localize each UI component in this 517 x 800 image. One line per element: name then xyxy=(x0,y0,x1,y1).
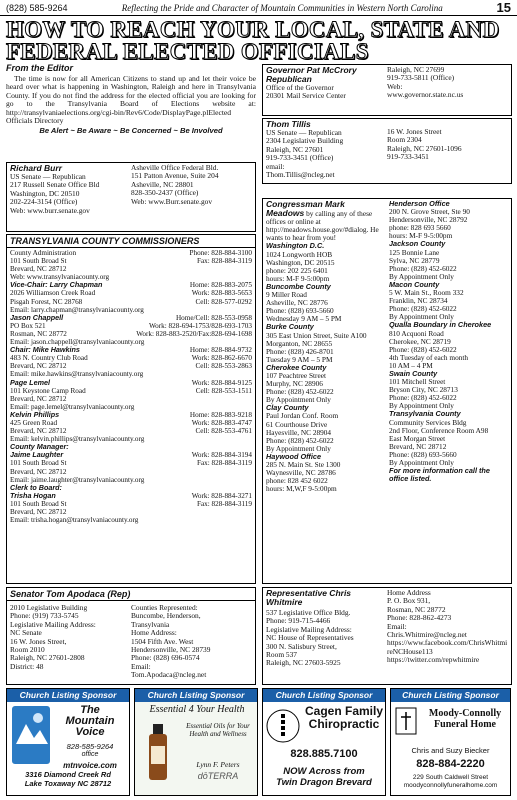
burr-line: Asheville Office Federal Bld. xyxy=(131,163,219,172)
commissioner-line xyxy=(10,289,252,297)
apodaca-line: District: 48 xyxy=(10,661,44,671)
commissioner-line xyxy=(10,265,252,273)
health-person: Lynn F. Peters xyxy=(196,760,240,769)
tillis-line: email: xyxy=(266,161,285,171)
commissioner-line-left: Brevard, NC 28712 xyxy=(10,467,67,476)
commissioner-line-left: Kelvin Phillips xyxy=(10,409,60,419)
commissioner-line-left: Clerk to Board: xyxy=(10,482,62,492)
commissioner-line-right: Home: 828-884-9732 xyxy=(189,346,252,355)
commissioner-line xyxy=(10,427,252,435)
tillis-line: US Senate — Republican xyxy=(266,128,342,137)
commissioner-line-left: 101 South Broad St xyxy=(10,499,67,508)
whitmire-line: Home Address xyxy=(387,588,431,597)
commissioner-line xyxy=(10,468,252,476)
meadows-office-heading: Macon County xyxy=(389,279,440,289)
oil-bottle-icon xyxy=(143,722,173,784)
apodaca-line: Transylvania xyxy=(131,619,170,629)
header-tagline: Reflecting the Pride and Character of Mountain Communities in Western North Carolina xyxy=(121,2,443,13)
burr-line: 828-350-2437 (Office) xyxy=(131,188,199,198)
sponsor-cagen-chiropractic[interactable] xyxy=(262,688,386,796)
meadows-office-line: Tuesday 9 AM – 5 PM xyxy=(266,354,333,364)
tillis-left xyxy=(266,120,387,179)
tillis-line: 919-733-3451 xyxy=(387,152,429,162)
commissioner-line-right: Work: 828-884-3194 xyxy=(191,451,252,460)
health-brand: dōTERRA xyxy=(197,771,239,781)
commissioner-line-left: Trisha Hogan xyxy=(10,490,56,500)
funeral-name1: Moody-Connolly xyxy=(428,708,502,719)
commissioner-line-right: Fax: 828-884-3119 xyxy=(196,459,252,468)
commissioner-contact-link[interactable]: Email: page.lemel@transylvaniacounty.org xyxy=(10,402,135,411)
apodaca-line: Raleigh, NC 27601-2808 xyxy=(10,653,85,663)
editor-text: The time is now for all American Citizens to stand up and let their voice be heard over what is happening in Washington, Raleigh and here in Transylvania County. If you do not find the address for the elected official you are looking for go to the Transylvania Board of Elections website at: http://transylvaniaelections.org/cgi-bin/Rev6/Code/DisplayPage.plElected Officials Directory xyxy=(6,73,256,125)
chiro-name2: Chiropractic xyxy=(308,717,380,731)
whitmire-line: Phone: 828-862-4273 xyxy=(387,613,452,623)
chiro-tag2: Twin Dragon Brevard xyxy=(276,777,372,788)
commissioner-line-right: Work: 828-884-3271 xyxy=(191,491,252,500)
meadows-office-line: 107 Peachtree Street xyxy=(266,370,326,380)
tillis-email-link[interactable]: Thom.Tillis@ncleg.net xyxy=(266,170,335,180)
commissioner-line-left: Brevard, NC 28712 xyxy=(10,265,67,274)
meadows-office-line: Phone: (828) 693-5660 xyxy=(389,449,457,459)
commissioners-list xyxy=(7,248,255,525)
commissioner-line-right: Work: 828-883-4747 xyxy=(191,418,252,427)
commissioner-line-left: 101 Keystone Camp Road xyxy=(10,386,86,395)
commissioner-line-left: 425 Green Road xyxy=(10,418,58,427)
meadows-office-line: Hayesville, NC 28904 xyxy=(266,427,332,437)
apodaca-heading: Senator Tom Apodaca (Rep) xyxy=(7,588,255,601)
meadows-office-line: Community Services Bldg xyxy=(389,417,467,427)
commissioner-contact-link[interactable]: Email: jaime.laughter@transylvaniacounty.org xyxy=(10,475,145,484)
commissioner-line-left: County Administration xyxy=(10,249,77,257)
commissioner-line-right: Home: 828-883-9218 xyxy=(189,410,252,419)
sponsor-moody-connolly[interactable] xyxy=(390,688,511,796)
apodaca-line: 1504 Fifth Ave. West xyxy=(131,636,194,646)
governor-line: www.governor.state.nc.us xyxy=(387,90,464,100)
whitmire-left-col xyxy=(266,589,387,668)
meadows-office-line: Murphy, NC 28906 xyxy=(266,379,323,389)
commissioner-line-right: Work: 828-694-1753/828-693-1703 xyxy=(148,321,252,330)
meadows-office-line: Phone: (828) 426-8701 xyxy=(266,346,334,356)
meadows-office-line: 61 Courthouse Drive xyxy=(266,419,328,429)
commissioner-line-left: Jason Chappell xyxy=(10,312,64,322)
commissioner-line-left: County Manager: xyxy=(10,442,69,452)
burr-box xyxy=(6,162,256,232)
commissioner-line xyxy=(10,281,252,289)
meadows-office-line: Cherokee, NC 28719 xyxy=(389,336,451,346)
funeral-owners: Chris and Suzy Biecker xyxy=(411,746,490,755)
governor-left xyxy=(266,66,387,101)
meadows-office-line: Phone: (828) 452-6022 xyxy=(389,304,457,314)
page-number: 15 xyxy=(496,0,511,15)
tillis-line: 2304 Legislative Building xyxy=(266,136,344,146)
meadows-office-line: 2nd Floor, Conference Room A98 xyxy=(389,425,489,435)
commissioner-line xyxy=(10,257,252,265)
tillis-box xyxy=(262,118,512,184)
meadows-office-line: 200 N. Grove Street, Ste 90 xyxy=(389,207,470,217)
meadows-office-line: Sylva, NC 28779 xyxy=(389,255,440,265)
apodaca-contact-link[interactable]: Tom.Apodaca@ncleg.net xyxy=(131,670,207,680)
tillis-line: 919-733-3451 (Office) xyxy=(266,153,334,163)
funeral-address: 229 South Caldwell Street xyxy=(412,774,489,781)
sponsor-label: Church Listing Sponsor xyxy=(7,689,129,702)
commissioner-line xyxy=(10,314,252,322)
tillis-line: Raleigh, NC 27601-1096 xyxy=(387,143,462,153)
whitmire-contact-link[interactable]: https://www.facebook.com/ChrisWhitmireNCHouse113 xyxy=(387,638,508,656)
voice-name: Mountain Voice xyxy=(65,715,115,738)
sponsor-essential-health[interactable] xyxy=(134,688,258,796)
commissioner-line-right: Work: 828-883-5653 xyxy=(191,289,252,298)
commissioner-line xyxy=(10,354,252,362)
commissioner-line-left: Pisgah Forest, NC 28768 xyxy=(10,297,83,306)
commissioner-contact-link[interactable]: Email: jason.chappell@transylvaniacounty.org xyxy=(10,338,145,347)
tillis-right xyxy=(387,120,508,179)
whitmire-line: Phone: 919-715-4466 xyxy=(266,616,331,626)
commissioner-line-left: Brevard, NC 28712 xyxy=(10,394,67,403)
meadows-office-heading: For more information call the office listed. xyxy=(389,466,490,484)
meadows-office-line: Phone: (828) 452-6022 xyxy=(389,393,457,403)
commissioner-line-left: Rosman, NC 28772 xyxy=(10,329,67,338)
whitmire-right xyxy=(387,589,508,668)
meadows-office-line: By Appointment Only xyxy=(266,443,331,453)
commissioner-line xyxy=(10,516,252,524)
burr-line: Asheville, NC 28801 xyxy=(131,179,194,189)
commissioner-line xyxy=(10,451,252,459)
meadows-office-heading: Henderson Office xyxy=(389,199,450,208)
commissioner-line xyxy=(10,249,252,257)
meadows-office-line: Phone: (828) 452-6022 xyxy=(266,435,334,445)
apodaca-line: Hendersonville, NC 28739 xyxy=(131,645,211,655)
commissioner-contact-link[interactable]: Web: www.transylvaniacounty.org xyxy=(10,273,110,282)
commissioner-line-left: Brevard, NC 28712 xyxy=(10,508,67,516)
burr-heading: Richard Burr xyxy=(10,163,62,173)
funeral-name2: Funeral Home xyxy=(434,719,496,730)
voice-the: The xyxy=(80,704,100,716)
sponsor-label: Church Listing Sponsor xyxy=(263,689,385,702)
commissioner-line-left: PO Box 521 xyxy=(10,321,46,330)
whitmire-line: NC House of Representatives xyxy=(266,633,354,643)
commissioner-line-right: Home/Cell: 828-553-0958 xyxy=(175,313,252,322)
commissioners-box xyxy=(6,234,256,584)
meadows-office-line: Bryson City, NC 28713 xyxy=(389,385,458,395)
apodaca-box xyxy=(6,587,256,685)
meadows-box xyxy=(262,198,512,584)
burr-web-link[interactable]: Web: www.burr.senate.gov xyxy=(10,205,90,215)
apodaca-line: 2010 Legislative Building xyxy=(10,603,88,612)
editor-note xyxy=(6,64,256,160)
meadows-office-heading: Burke County xyxy=(266,322,314,332)
commissioner-line-right: Cell: 828-577-0292 xyxy=(195,297,252,306)
meadows-office-line: Morganton, NC 28655 xyxy=(266,338,333,348)
meadows-office-heading: Jackson County xyxy=(389,239,446,249)
meadows-office-line: Phone: (828) 452-6022 xyxy=(389,344,457,354)
commissioner-line xyxy=(10,459,252,467)
commissioner-line-right: Fax: 828-884-3119 xyxy=(196,257,252,266)
apodaca-line: NC Senate xyxy=(10,628,42,638)
meadows-left-column xyxy=(266,200,389,493)
page-title: HOW TO REACH YOUR LOCAL, STATE AND FEDERAL ELECTED OFFICIALS xyxy=(6,17,500,64)
meadows-office-line: phone: 828 693 5660 xyxy=(389,223,451,233)
commissioner-line-right: Cell: 828-553-1511 xyxy=(195,386,252,395)
whitmire-box xyxy=(262,587,512,685)
meadows-office-line: Waynesville, NC 28786 xyxy=(266,468,336,478)
meadows-office-line: 5 W. Main St., Room 332 xyxy=(389,288,464,298)
burr-right xyxy=(131,164,252,215)
meadows-office-heading: Transylvania County xyxy=(389,409,461,419)
burr-line: 151 Patton Avenue, Suite 204 xyxy=(131,171,219,181)
meadows-office-line: East Morgan Street xyxy=(389,433,446,443)
commissioner-line-right: Work: 828-884-9125 xyxy=(191,378,252,387)
burr-web-link[interactable]: Web: www.Burr.senate.gov xyxy=(131,196,213,206)
apodaca-line: Legislative Mailing Address: xyxy=(10,619,96,629)
meadows-office-line: 9 Miller Road xyxy=(266,290,307,300)
meadows-intro xyxy=(266,200,385,242)
burr-line: Washington, DC 20510 xyxy=(10,188,80,198)
meadows-office-line: Hendersonville, NC 28792 xyxy=(389,215,468,225)
meadows-office-line: phone: 202 225 6401 xyxy=(266,265,328,275)
page-header xyxy=(0,0,517,16)
meadows-office-heading: Cherokee County xyxy=(266,362,327,372)
meadows-office-line: Asheville, NC 28776 xyxy=(266,298,328,308)
commissioner-line-right: Home: 828-883-2075 xyxy=(189,281,252,290)
voice-address1: 3316 Diamond Creek Rd xyxy=(25,770,111,779)
apodaca-line: Room 2010 xyxy=(10,645,45,655)
voice-address2: Lake Toxaway NC 28712 xyxy=(24,779,112,788)
commissioner-line-left: Vice-Chair: Larry Chapman xyxy=(10,280,103,290)
apodaca-line: Buncombe, Henderson, xyxy=(131,611,201,621)
apodaca-left xyxy=(10,604,131,680)
meadows-office-line: Paul Jordan Conf. Room xyxy=(266,411,339,421)
meadows-office-line: phone: 828 452 6022 xyxy=(266,476,328,486)
governor-line: 919-733-5811 (Office) xyxy=(387,73,455,83)
editor-alert: Be Alert ~ Be Aware ~ Be Concerned ~ Be Involved xyxy=(39,125,223,135)
commissioner-line-left: Chair: Mike Hawkins xyxy=(10,345,80,355)
meadows-office-line: 101 Mitchell Street xyxy=(389,377,446,387)
commissioner-line-right: Work: 828-862-6670 xyxy=(191,354,252,363)
meadows-heading: Congressman Mark Meadows xyxy=(266,199,345,219)
governor-line: Raleigh, NC 27699 xyxy=(387,65,445,74)
commissioner-line-left: Brevard, NC 28712 xyxy=(10,427,67,436)
commissioners-heading: TRANSYLVANIA COUNTY COMMISSIONERS xyxy=(7,235,255,248)
funeral-home-logo-icon xyxy=(394,706,418,736)
apodaca-line: Phone: (828) 696-0574 xyxy=(131,653,200,663)
governor-right xyxy=(387,66,508,101)
meadows-office-line: Washington, DC 20515 xyxy=(266,257,335,267)
commissioner-line xyxy=(10,330,252,338)
apodaca-line: Home Address: xyxy=(131,628,177,638)
commissioner-line xyxy=(10,419,252,427)
sponsor-label: Church Listing Sponsor xyxy=(135,689,257,702)
sponsor-mountain-voice[interactable] xyxy=(6,688,130,796)
editor-heading: From the Editor xyxy=(6,63,73,73)
meadows-office-line: Phone: (828) 452-6022 xyxy=(389,263,457,273)
commissioner-contact-link[interactable]: Email: mike.hawkins@transylvaniacounty.org xyxy=(10,370,144,379)
commissioner-contact-link[interactable]: Email: trisha.hogan@transylvaniacounty.org xyxy=(10,516,139,525)
governor-line: Web: xyxy=(387,81,403,91)
chiro-name1: Cagen Family xyxy=(304,704,384,718)
meadows-office-line: 125 Bonnie Lane xyxy=(389,247,440,257)
commissioner-line xyxy=(10,322,252,330)
apodaca-line: Phone: (919) 733-5745 xyxy=(10,611,79,621)
meadows-office-line: Franklin, NC 28734 xyxy=(389,296,448,306)
commissioner-line xyxy=(10,379,252,387)
commissioner-contact-link[interactable]: Email: larry.chapman@transylvaniacounty.org xyxy=(10,305,144,314)
commissioner-line-left: 2026 Williamson Creek Road xyxy=(10,289,96,298)
commissioner-line-right: Cell: 828-553-4761 xyxy=(195,427,252,436)
whitmire-line: Email: xyxy=(387,621,407,631)
sponsor-label: Church Listing Sponsor xyxy=(391,689,510,702)
meadows-office-line: hours: M-F 9-5:00pm xyxy=(389,231,453,241)
meadows-office-line: 285 N. Main St. Ste 1300 xyxy=(266,460,341,469)
header-phone: (828) 585-9264 xyxy=(6,2,68,13)
meadows-office-line: By Appointment Only xyxy=(266,395,331,405)
commissioner-line xyxy=(10,411,252,419)
whitmire-line: Raleigh, NC 27603-5925 xyxy=(266,658,341,668)
whitmire-line: P. O. Box 931, xyxy=(387,596,431,606)
meadows-office-line: By Appointment Only xyxy=(389,401,454,411)
meadows-intro-text: by calling any of these offices or online at http://meadows.house.gov/#dialog. He wants to hear from you! xyxy=(266,209,379,243)
health-sub2: Health and Wellness xyxy=(189,730,247,738)
whitmire-contact-link[interactable]: https://twitter.com/repwhitmire xyxy=(387,655,480,665)
commissioner-line xyxy=(10,387,252,395)
commissioner-line-right: Work: 828-883-2520/Fax:828-694-1698 xyxy=(136,329,252,338)
commissioner-line-left: Jaime Laughter xyxy=(10,450,64,460)
chiropractic-spine-icon xyxy=(265,706,301,746)
whitmire-line: Rosman, NC 28772 xyxy=(387,604,446,614)
health-title: Essential 4 Your Health xyxy=(149,704,245,715)
funeral-phone: 828-884-2220 xyxy=(416,758,485,770)
meadows-office-heading: Buncombe County xyxy=(266,281,331,291)
burr-left xyxy=(10,164,131,215)
commissioner-contact-link[interactable]: Email: kelvin.phillips@transylvaniacounty.org xyxy=(10,435,145,444)
burr-line: 217 Russell Senate Office Bld xyxy=(10,180,100,190)
governor-heading: Governor Pat McCrory Republican xyxy=(266,65,357,84)
meadows-office-line: 10 AM – 4 PM xyxy=(389,360,433,370)
burr-line: US Senate — Republican xyxy=(10,172,86,181)
whitmire-line: 537 Legislative Office Bldg. xyxy=(266,608,351,617)
commissioner-line xyxy=(10,395,252,403)
tillis-line: Room 2304 xyxy=(387,135,422,145)
commissioner-line-left: Brevard, NC 28712 xyxy=(10,362,67,371)
commissioner-line-right: Fax: 828-884-3119 xyxy=(196,499,252,508)
meadows-office-line: hours: M,W,F 9-5:00pm xyxy=(266,484,337,494)
mountain-voice-logo-icon xyxy=(10,704,52,766)
meadows-office-heading: Clay County xyxy=(266,403,309,413)
meadows-office-line: Wednesday 9 AM – 5 PM xyxy=(266,314,342,324)
meadows-office-line: Phone: (828) 452-6022 xyxy=(266,387,334,397)
chiro-phone: 828.885.7100 xyxy=(290,748,358,760)
tillis-line: Raleigh, NC 27601 xyxy=(266,144,324,154)
whitmire-line: 300 N. Salisbury Street, xyxy=(266,641,337,651)
commissioner-line-left: 101 South Broad St xyxy=(10,257,67,266)
commissioner-line xyxy=(10,346,252,354)
commissioner-line-left: Page Lemel xyxy=(10,377,50,387)
meadows-office-heading: Swain County xyxy=(389,368,438,378)
tillis-line: 16 W. Jones Street xyxy=(387,127,442,136)
meadows-office-heading: Washington D.C. xyxy=(266,241,325,251)
whitmire-heading: Representative Chris Whitmire xyxy=(266,588,352,607)
governor-box xyxy=(262,64,512,116)
meadows-office-line: hours: M-F 9-5:00pm xyxy=(266,273,330,283)
commissioner-line-right: Cell: 828-553-2863 xyxy=(195,362,252,371)
meadows-office-heading: Haywood Office xyxy=(266,451,322,461)
meadows-office-line: 4th Tuesday of each month xyxy=(389,352,469,362)
chiro-tag1: NOW Across from xyxy=(283,766,365,777)
whitmire-line: Legislative Mailing Address: xyxy=(266,624,352,634)
commissioner-line xyxy=(10,508,252,516)
commissioner-line-left: 101 South Broad St xyxy=(10,459,67,468)
meadows-office-line: By Appointment Only xyxy=(389,271,454,281)
whitmire-left xyxy=(266,609,387,668)
apodaca-line: Email: xyxy=(131,661,151,671)
governor-line: 20301 Mail Service Center xyxy=(266,91,346,101)
commissioner-line-right: Phone: 828-884-3100 xyxy=(189,249,252,257)
meadows-office-line: Phone: (828) 693-5660 xyxy=(266,306,334,316)
governor-line: Office of the Governor xyxy=(266,83,334,92)
meadows-office-line: 1024 Longworth HOB xyxy=(266,249,333,259)
meadows-office-line: 810 Acquoni Road xyxy=(389,328,444,338)
health-sub1: Essential Oils for Your xyxy=(186,722,250,730)
commissioner-line-left: 483 N. Country Club Road xyxy=(10,354,88,363)
funeral-website[interactable]: moodyconnollyfuneralhome.com xyxy=(403,781,498,789)
meadows-office-line: By Appointment Only xyxy=(389,312,454,322)
meadows-office-line: 305 East Union Street, Suite A100 xyxy=(266,330,367,340)
commissioner-line xyxy=(10,362,252,370)
commissioner-line xyxy=(10,500,252,508)
meadows-office-line: Brevard, NC 28712 xyxy=(389,441,447,451)
meadows-right-column xyxy=(389,200,508,493)
whitmire-line: Room 537 xyxy=(266,650,298,660)
voice-phone: 828-585-9264 xyxy=(66,742,114,751)
commissioner-line xyxy=(10,298,252,306)
burr-line: 202-224-3154 (Office) xyxy=(10,197,78,207)
meadows-office-line: By Appointment Only xyxy=(389,458,454,467)
commissioner-line xyxy=(10,492,252,500)
voice-office: office xyxy=(81,751,99,758)
apodaca-line: Counties Represented: xyxy=(131,603,198,612)
meadows-office-heading: Qualla Boundary in Cherokee xyxy=(389,320,492,330)
apodaca-line: 16 W. Jones Street, xyxy=(10,636,67,646)
whitmire-contact-link[interactable]: Chris.Whitmire@ncleg.net xyxy=(387,630,467,640)
voice-website[interactable]: mtnvoice.com xyxy=(63,761,117,770)
tillis-heading: Thom Tillis xyxy=(266,119,311,129)
apodaca-right xyxy=(131,604,252,680)
